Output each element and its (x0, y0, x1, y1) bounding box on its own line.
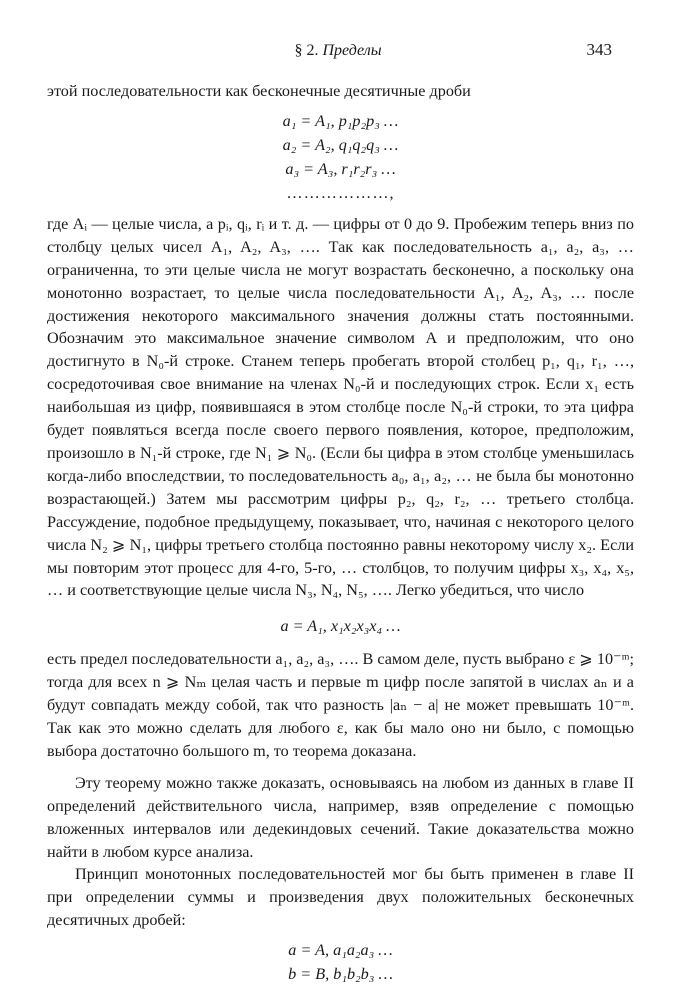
section-title: Пределы (322, 42, 382, 59)
equation-a: a = A, a₁a₂a₃ … (288, 941, 393, 960)
paragraph-limit: есть предел последовательности a₁, a₂, a₃, …. В самом деле, пусть выбрано ε ⩾ 10⁻ᵐ; тогда для всех n ⩾ Nₘ целая часть и первые m цифр после запятой в числах aₙ и a будут совпадать между собой, так что разность |aₙ − a| не может превышать 10⁻ᵐ. Так как это можно сделать для любого ε, как бы мало оно ни было, с помощью выбора достаточно большого m, то теорема доказана. (47, 650, 634, 760)
page-header (0, 40, 676, 64)
equation-b: b = B, b₁b₂b₃ … (288, 965, 393, 984)
paragraph-alternative-proof: Эту теорему можно также доказать, основываясь на любом из данных в главе II определений действительного числа, например, взяв определение с помощью вложенных интервалов или дедекиндовых сечений. Такие доказательства можно найти в любом курсе анализа. (47, 773, 634, 861)
equation-ellipsis: ………………, (286, 183, 395, 202)
equation-a1: a₁ = A₁, p₁p₂p₃ … (282, 111, 399, 130)
page-body (47, 80, 634, 994)
paragraph-proof: где Aᵢ — целые числа, а pᵢ, qᵢ, rᵢ и т. д. — цифры от 0 до 9. Пробежим теперь вниз по столбцу целых чисел A₁, A₂, A₃, …. Так как последовательность a₁, a₂, a₃, … ограниченна, то эти целые числа не могут возрастать бесконечно, а поскольку она монотонно возрастает, то целые числа последовательности A₁, A₂, A₃, … после достижения некоторого максимального значения должны стать постоянными. Обозначим это максимальное значение символом A и предположим, что оно достигнуто в N₀-й строке. Станем теперь пробегать второй столбец p₁, q₁, r₁, …, сосредоточивая свое внимание на членах N₀-й и последующих строк. Если x₁ есть наибольшая из цифр, появившаяся в этом столбце после N₀-й строки, то эта цифра будет появляться всегда после своего первого появления, которое, предположим, произошло в N₁-й строке, где N₁ ⩾ N₀. (Если бы цифра в этом столбце уменьшилась когда-либо впоследствии, то последовательность a₀, a₁, a₂, … не была бы монотонно возрастающей.) Затем мы рассмотрим цифры p₂, q₂, r₂, … третьего столбца. Рассуждение, подобное предыдущему, показывает, что, начиная с некоторого целого числа N₂ ⩾ N₁, цифры третьего столбца постоянно равны некоторому числу x₂. Если мы повторим этот процесс для 4-го, 5-го, … столбцов, то получим цифры x₃, x₄, x₅, … и соответствующие целые числа N₃, N₄, N₅, …. Легко убедиться, что число (47, 214, 634, 600)
paragraph-intro: этой последовательности как бесконечные десятичные дроби (47, 82, 471, 100)
equation-block-sum (47, 938, 634, 986)
paragraph-principle: Принцип монотонных последовательностей мог бы быть применен в главе II при определении суммы и произведения двух положительных бесконечных десятичных дробей: (47, 865, 634, 930)
equation-limit: a = A₁, x₁x₂x₃x₄ … (280, 617, 401, 636)
running-head (0, 42, 676, 60)
page-number: 343 (586, 40, 612, 59)
equation-block-decimals (47, 109, 634, 205)
section-number: § 2. (294, 42, 319, 59)
equation-a3: a₃ = A₃, r₁r₂r₃ … (285, 159, 396, 178)
equation-a2: a₂ = A₂, q₁q₂q₃ … (282, 135, 399, 154)
